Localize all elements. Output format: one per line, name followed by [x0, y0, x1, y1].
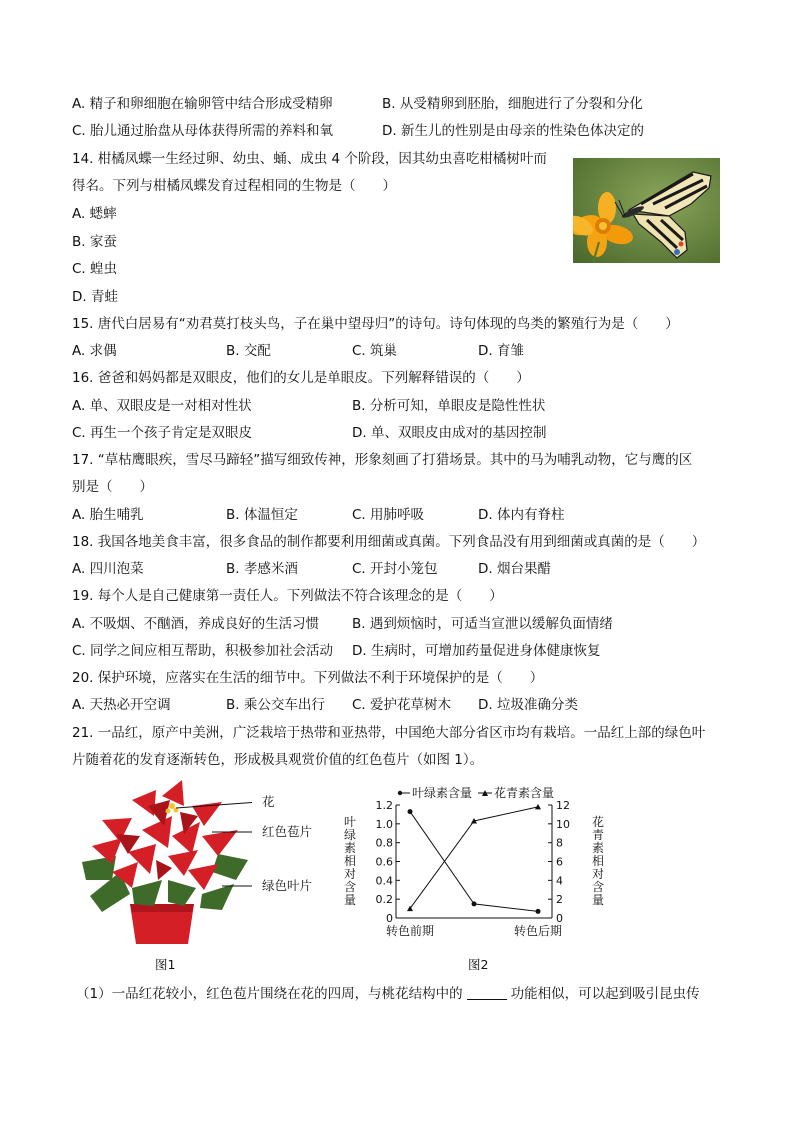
right-tick-label: 12: [556, 799, 570, 812]
q13-option-c: C. 胎儿通过胎盘从母体获得所需的养料和氧: [72, 123, 334, 139]
q15-option-d: D. 育雏: [478, 343, 524, 359]
data-point-chlorophyll: [408, 809, 413, 814]
q21-stem-line2: 片随着花的发育逐渐转色，形成极具观赏价值的红色苞片（如图 1）。: [72, 752, 484, 768]
left-tick-label: 1.2: [375, 799, 393, 812]
q20-option-b: B. 乘公交车出行: [226, 697, 325, 713]
q16-option-a: A. 单、双眼皮是一对相对性状: [72, 398, 252, 414]
right-axis-title-char: 含: [591, 880, 605, 894]
left-tick-label: 0.6: [375, 855, 393, 869]
answer-blank[interactable]: [467, 985, 507, 1000]
right-tick-label: 4: [556, 874, 563, 888]
legend-label-anthocyanin: 花青素含量: [494, 786, 555, 800]
data-point-anthocyanin: [535, 804, 541, 810]
q14-stem-line1: 14. 柑橘凤蝶一生经过卵、幼虫、蛹、成虫 4 个阶段，因其幼虫喜吃柑橘树叶而: [72, 151, 547, 167]
right-tick-label: 2: [556, 893, 563, 907]
q17-option-b: B. 体温恒定: [226, 507, 298, 523]
q15-option-a: A. 求偶: [72, 343, 117, 359]
left-tick-label: 1.0: [375, 817, 393, 831]
q14-stem-line2: 得名。下列与柑橘凤蝶发育过程相同的生物是（ ）: [72, 178, 396, 194]
q19-option-d: D. 生病时，可增加药量促进身体健康恢复: [352, 643, 601, 659]
legend-label-chlorophyll: 叶绿素含量: [412, 786, 473, 800]
right-tick-label: 10: [556, 817, 570, 831]
left-axis-title-char: 含: [343, 880, 357, 894]
left-tick-label: 0.8: [375, 836, 393, 850]
q13-option-b: B. 从受精卵到胚胎，细胞进行了分裂和分化: [382, 96, 643, 112]
poinsettia-photo: [72, 776, 252, 948]
fig1-label-green-leaf: 绿色叶片: [262, 878, 313, 893]
left-axis-title-char: 相: [343, 854, 357, 868]
q20-option-c: C. 爱护花草树木: [352, 697, 452, 713]
fig1-caption: 图1: [155, 957, 176, 972]
q21-stem-line1: 21. 一品红，原产中美洲，广泛栽培于热带和亚热带，中国绝大部分省区市均有栽培。一品红上部的绿色叶: [72, 725, 706, 741]
left-axis-title-char: 绿: [343, 828, 357, 842]
q17-stem-line1: 17. “草枯鹰眼疾，雪尽马蹄轻”描写细致传神，形象刻画了打猎场景。其中的马为哺乳动物，它与鹰的区: [72, 452, 693, 468]
q16-option-c: C. 再生一个孩子肯定是双眼皮: [72, 425, 253, 441]
chart-axes: [344, 785, 604, 938]
fig1-label-red-bract: 红色苞片: [262, 824, 313, 839]
q16-stem: 16. 爸爸和妈妈都是双眼皮，他们的女儿是单眼皮。下列解释错误的（ ）: [72, 370, 530, 386]
q18-option-b: B. 孝感米酒: [226, 561, 298, 577]
q18-option-a: A. 四川泡菜: [72, 561, 144, 577]
q20-stem: 20. 保护环境，应落实在生活的细节中。下列做法不利于环境保护的是（ ）: [72, 670, 544, 686]
x-tick-label: 转色后期: [513, 924, 563, 938]
q14-option-a: A. 蟋蟀: [72, 206, 117, 222]
q16-option-b: B. 分析可知，单眼皮是隐性性状: [352, 398, 546, 414]
right-tick-label: 6: [556, 855, 563, 869]
right-axis-title-char: 花: [591, 815, 605, 829]
q20-option-a: A. 天热必开空调: [72, 697, 171, 713]
q15-stem: 15. 唐代白居易有“劝君莫打枝头鸟，子在巢中望母归”的诗句。诗句体现的鸟类的繁殖行为是（ ）: [72, 316, 679, 332]
pigment-content-chart: [340, 783, 620, 943]
q17-option-c: C. 用肺呼吸: [352, 507, 425, 523]
q14-option-c: C. 蝗虫: [72, 261, 118, 277]
q18-option-c: C. 开封小笼包: [352, 561, 438, 577]
q14-option-b: B. 家蚕: [72, 234, 117, 250]
q21-sub1-part-b: 功能相似，可以起到吸引昆虫传: [510, 986, 700, 1002]
left-tick-label: 0: [386, 912, 393, 925]
right-axis-title-char: 相: [591, 854, 605, 868]
right-tick-label: 0: [556, 912, 563, 925]
right-tick-label: 8: [556, 836, 563, 850]
q21-sub1-part-a: （1）一品红花较小，红色苞片围绕在花的四周，与桃花结构中的: [76, 986, 463, 1002]
x-tick-label: 转色前期: [385, 924, 435, 938]
legend-marker-chlorophyll: [398, 791, 402, 795]
q18-option-d: D. 烟台果醋: [478, 561, 551, 577]
data-point-chlorophyll: [472, 901, 477, 906]
q17-option-d: D. 体内有脊柱: [478, 507, 565, 523]
left-tick-label: 0.2: [375, 893, 393, 907]
fig2-caption: 图2: [468, 957, 489, 972]
series-line-circle: [410, 812, 538, 912]
q15-option-c: C. 筑巢: [352, 343, 398, 359]
q21-sub1: [76, 984, 700, 1004]
right-axis-title-char: 对: [591, 867, 605, 881]
q19-option-c: C. 同学之间应相互帮助，积极参加社会活动: [72, 643, 334, 659]
right-axis-title-char: 素: [591, 841, 605, 855]
q19-option-b: B. 遇到烦恼时，可适当宣泄以缓解负面情绪: [352, 616, 613, 632]
q17-option-a: A. 胎生哺乳: [72, 507, 144, 523]
q13-option-d: D. 新生儿的性别是由母亲的性染色体决定的: [382, 123, 644, 139]
q17-stem-line2: 别是（ ）: [72, 479, 153, 495]
data-point-chlorophyll: [536, 909, 541, 914]
q19-stem: 19. 每个人是自己健康第一责任人。下列做法不符合该理念的是（ ）: [72, 588, 503, 604]
q20-option-d: D. 垃圾准确分类: [478, 697, 578, 713]
butterfly-photo: [573, 158, 720, 263]
left-axis-title-char: 叶: [343, 815, 357, 829]
right-axis-title-char: 量: [591, 893, 605, 907]
q18-stem: 18. 我国各地美食丰富，很多食品的制作都要利用细菌或真菌。下列食品没有用到细菌或真菌的是（ ）: [72, 534, 706, 550]
q19-option-a: A. 不吸烟、不酗酒，养成良好的生活习惯: [72, 616, 320, 632]
left-tick-label: 0.4: [375, 874, 393, 888]
left-axis-title-char: 量: [343, 893, 357, 907]
chart-marks: [407, 804, 541, 914]
q16-option-d: D. 单、双眼皮由成对的基因控制: [352, 425, 547, 441]
right-axis-title-char: 青: [591, 828, 605, 842]
left-axis-title-char: 素: [343, 841, 357, 855]
q15-option-b: B. 交配: [226, 343, 271, 359]
left-axis-title-char: 对: [343, 867, 357, 881]
fig1-label-flower: 花: [262, 794, 275, 809]
q14-option-d: D. 青蛙: [72, 289, 118, 305]
q13-option-a: A. 精子和卵细胞在输卵管中结合形成受精卵: [72, 96, 333, 112]
